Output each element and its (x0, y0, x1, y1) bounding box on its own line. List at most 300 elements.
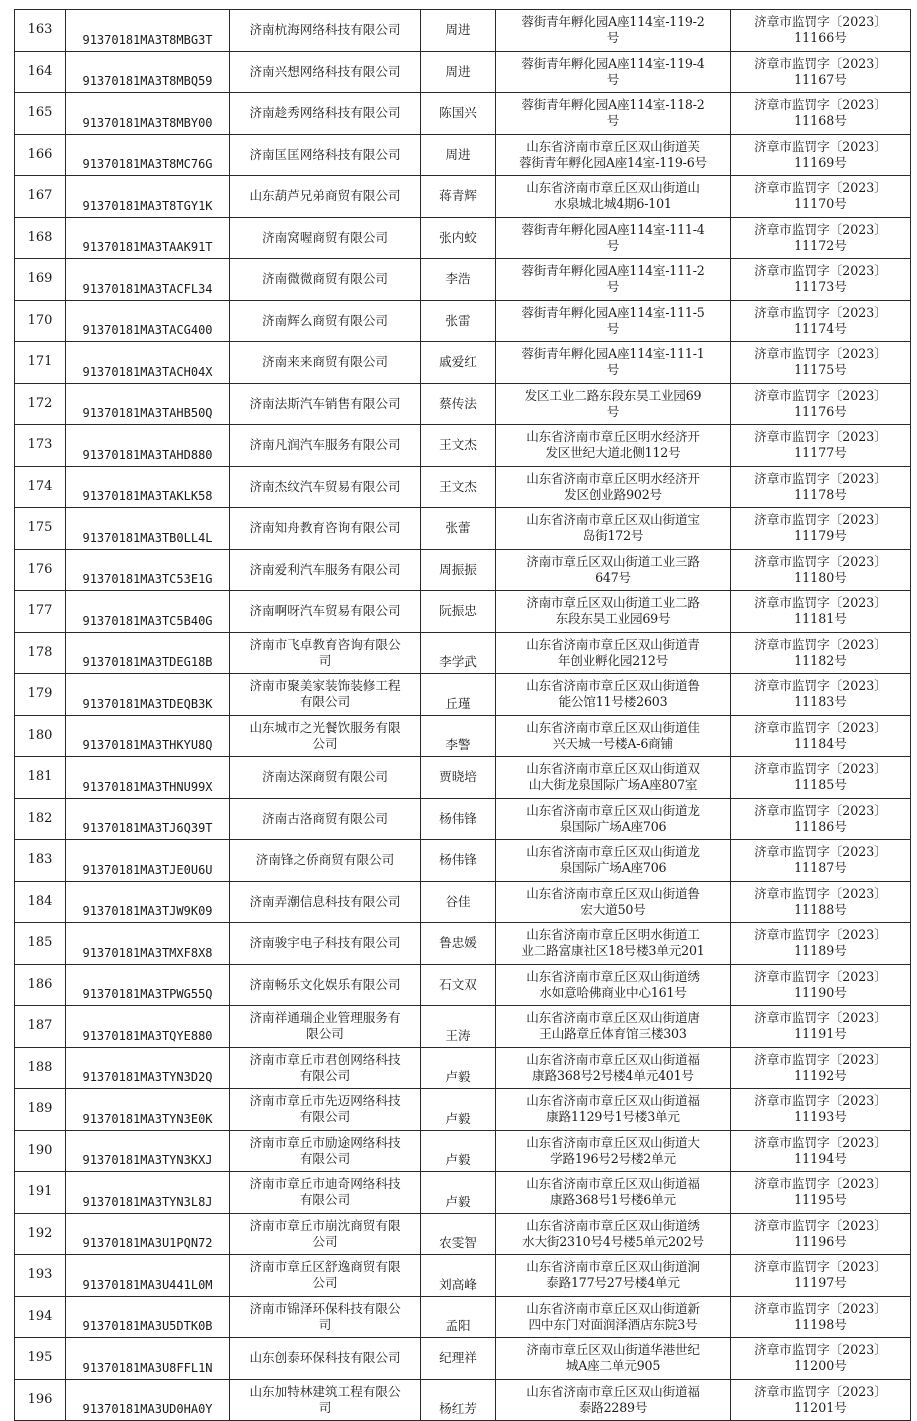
legal-person-cell: 卢毅 (421, 1172, 496, 1214)
address-cell (496, 757, 731, 799)
penalty-doc-line: 11189号 (794, 943, 847, 959)
address-line: 能公馆11号楼2603 (558, 694, 668, 710)
company-name-cell (230, 1172, 421, 1214)
penalty-doc-line: 济章市监罚字〔2023〕 (754, 1010, 887, 1026)
company-name-cell (230, 10, 421, 52)
company-name-cell (230, 93, 421, 135)
company-name-cell (230, 1047, 421, 1089)
company-name-line: 山东葫芦兄弟商贸有限公司 (249, 188, 401, 204)
legal-person-cell: 张蕾 (421, 508, 496, 550)
company-name-cell (230, 1130, 421, 1172)
table-row (15, 923, 911, 965)
company-name-line: 济南知舟教育咨询有限公司 (249, 520, 401, 536)
company-name-line: 公司 (312, 1233, 338, 1249)
address-line: 发区工业二路东段东昊工业园69 (524, 387, 702, 403)
seq-cell: 188 (15, 1047, 66, 1089)
address-line: 泰路177号27号楼4单元 (546, 1275, 680, 1291)
address-line: 山东省济南市章丘区双山街道福 (526, 1051, 700, 1067)
address-line: 号 (606, 71, 620, 87)
credit-code-cell: 91370181MA3TJE0U6U (66, 840, 230, 882)
credit-code-cell: 91370181MA3TJW9K09 (66, 881, 230, 923)
address-line: 水大街2310号4号楼5单元202号 (522, 1233, 704, 1249)
company-name-cell (230, 1006, 421, 1048)
company-name-cell (230, 798, 421, 840)
legal-person-cell: 杨伟锋 (421, 798, 496, 840)
seq-cell: 166 (15, 134, 66, 176)
company-name-cell (230, 591, 421, 633)
penalty-doc-line: 11201号 (794, 1399, 847, 1415)
company-name-line: 济南市飞卓教育咨询有限公 (249, 636, 401, 652)
credit-code-cell: 91370181MA3TAHB50Q (66, 383, 230, 425)
company-name-cell (230, 1379, 421, 1421)
penalty-doc-line: 济章市监罚字〔2023〕 (754, 1383, 887, 1399)
legal-person-cell: 李警 (421, 715, 496, 757)
penalty-doc-line: 11185号 (794, 777, 847, 793)
company-name-cell (230, 1338, 421, 1380)
credit-code-cell: 91370181MA3TDEG18B (66, 632, 230, 674)
address-line: 水如意哈佛商业中心161号 (539, 984, 687, 1000)
address-line: 山东省济南市章丘区明水经济开 (526, 429, 700, 445)
penalty-doc-number-cell (731, 466, 911, 508)
address-line: 蓉街青年孵化园A座114室-119-2 (521, 14, 705, 30)
company-name-line: 济南趁秀网络科技有限公司 (249, 105, 401, 121)
address-cell (496, 549, 731, 591)
address-cell (496, 964, 731, 1006)
seq-cell: 171 (15, 342, 66, 384)
company-name-line: 济南古洛商贸有限公司 (262, 810, 388, 826)
address-line: 蓉街青年孵化园A座114室-111-4 (521, 221, 705, 237)
penalty-doc-line: 11188号 (794, 901, 847, 917)
seq-cell: 169 (15, 259, 66, 301)
penalty-doc-line: 济章市监罚字〔2023〕 (754, 470, 887, 486)
company-name-cell (230, 632, 421, 674)
company-name-cell (230, 674, 421, 716)
address-line: 号 (606, 403, 620, 419)
company-name-line: 山东加特林建筑工程有限公 (249, 1383, 401, 1399)
address-line: 山东省济南市章丘区双山街道新 (526, 1300, 700, 1316)
table-row (15, 1047, 911, 1089)
address-line: 学路196号2号楼2单元 (550, 1150, 676, 1166)
penalty-doc-number-cell (731, 342, 911, 384)
table-row (15, 134, 911, 176)
table-row (15, 1130, 911, 1172)
company-name-line: 有限公司 (299, 1067, 351, 1083)
credit-code-cell: 91370181MA3TAAK91T (66, 217, 230, 259)
table-row (15, 1213, 911, 1255)
company-name-cell (230, 425, 421, 467)
table-row (15, 715, 911, 757)
address-line: 山东省济南市章丘区双山街道涧 (526, 1259, 700, 1275)
address-cell (496, 217, 731, 259)
penalty-doc-line: 济章市监罚字〔2023〕 (754, 138, 887, 154)
address-line: 山东省济南市章丘区双山街道鲁 (526, 678, 700, 694)
company-name-cell (230, 923, 421, 965)
company-name-cell (230, 881, 421, 923)
company-name-line: 济南祥通瑞企业管理服务有 (249, 1010, 401, 1026)
address-cell (496, 93, 731, 135)
address-cell (496, 632, 731, 674)
seq-cell: 175 (15, 508, 66, 550)
credit-code-cell: 91370181MA3U1PQN72 (66, 1213, 230, 1255)
address-line: 号 (606, 279, 620, 295)
address-line: 山东省济南市章丘区双山街道大 (526, 1134, 700, 1150)
seq-cell: 177 (15, 591, 66, 633)
penalty-doc-line: 济章市监罚字〔2023〕 (754, 1342, 887, 1358)
company-name-line: 济南微微商贸有限公司 (262, 271, 388, 287)
company-name-line: 济南市章丘区舒逸商贸有限 (249, 1259, 401, 1275)
address-cell (496, 1130, 731, 1172)
seq-cell: 164 (15, 51, 66, 93)
penalty-doc-line: 济章市监罚字〔2023〕 (754, 346, 887, 362)
address-line: 四中东门对面润泽酒店东院3号 (528, 1316, 698, 1332)
company-name-line: 司 (318, 1399, 332, 1415)
seq-cell: 195 (15, 1338, 66, 1380)
company-name-cell (230, 217, 421, 259)
legal-person-cell: 鲁忠媛 (421, 923, 496, 965)
seq-cell: 182 (15, 798, 66, 840)
company-name-line: 济南啊呀汽车贸易有限公司 (249, 603, 401, 619)
address-cell (496, 1089, 731, 1131)
address-line: 康路368号2号楼4单元401号 (532, 1067, 694, 1083)
company-name-cell (230, 342, 421, 384)
penalty-doc-number-cell (731, 1006, 911, 1048)
seq-cell: 184 (15, 881, 66, 923)
penalty-doc-line: 11170号 (794, 196, 847, 212)
address-line: 济南市章丘区双山街道华港世纪 (526, 1342, 700, 1358)
address-cell (496, 1255, 731, 1297)
company-name-line: 济南匡匡网络科技有限公司 (249, 146, 401, 162)
penalty-doc-line: 11167号 (794, 71, 847, 87)
address-line: 山东省济南市章丘区明水经济开 (526, 470, 700, 486)
company-name-cell (230, 715, 421, 757)
penalty-doc-number-cell (731, 1130, 911, 1172)
legal-person-cell: 蔡传法 (421, 383, 496, 425)
address-cell (496, 923, 731, 965)
penalty-doc-line: 11168号 (794, 113, 847, 129)
address-line: 蓉街青年孵化园A座114室-118-2 (521, 97, 705, 113)
penalty-doc-line: 济章市监罚字〔2023〕 (754, 1217, 887, 1233)
credit-code-cell: 91370181MA3TAKLK58 (66, 466, 230, 508)
seq-cell: 194 (15, 1296, 66, 1338)
address-cell (496, 798, 731, 840)
penalty-doc-line: 11169号 (794, 154, 847, 170)
penalty-doc-line: 11173号 (794, 279, 847, 295)
address-line: 山东省济南市章丘区双山街道龙 (526, 802, 700, 818)
table-row (15, 964, 911, 1006)
legal-person-cell: 丘瑾 (421, 674, 496, 716)
address-line: 山东省济南市章丘区双山街道福 (526, 1176, 700, 1192)
seq-cell: 191 (15, 1172, 66, 1214)
address-line: 号 (606, 362, 620, 378)
seq-cell: 167 (15, 176, 66, 218)
seq-cell: 163 (15, 10, 66, 52)
seq-cell: 179 (15, 674, 66, 716)
company-name-cell (230, 508, 421, 550)
penalty-doc-number-cell (731, 508, 911, 550)
credit-code-cell: 91370181MA3TYN3D2Q (66, 1047, 230, 1089)
penalty-doc-line: 11177号 (794, 445, 847, 461)
address-cell (496, 508, 731, 550)
credit-code-cell: 91370181MA3TJ6Q39T (66, 798, 230, 840)
penalty-doc-line: 济章市监罚字〔2023〕 (754, 1051, 887, 1067)
penalty-doc-number-cell (731, 1089, 911, 1131)
address-line: 泰路2289号 (578, 1399, 648, 1415)
company-name-line: 济南市章丘市迪奇网络科技 (249, 1176, 401, 1192)
company-name-line: 济南畅乐文化娱乐有限公司 (249, 976, 401, 992)
penalty-doc-number-cell (731, 93, 911, 135)
table-row (15, 1172, 911, 1214)
penalty-doc-line: 济章市监罚字〔2023〕 (754, 429, 887, 445)
penalty-doc-line: 11180号 (794, 569, 847, 585)
address-cell (496, 1006, 731, 1048)
company-name-line: 山东城市之光餐饮服务有限 (249, 719, 401, 735)
address-line: 蓉街青年孵化园A座14室-119-6号 (519, 154, 707, 170)
penalty-doc-line: 11184号 (794, 735, 847, 751)
credit-code-cell: 91370181MA3UD0HA0Y (66, 1379, 230, 1421)
address-line: 济南市章丘区双山街道工业三路 (526, 553, 700, 569)
address-line: 山东省济南市章丘区双山街道福 (526, 1383, 700, 1399)
table-row (15, 93, 911, 135)
seq-cell: 190 (15, 1130, 66, 1172)
penalty-doc-number-cell (731, 923, 911, 965)
penalty-doc-line: 济章市监罚字〔2023〕 (754, 180, 887, 196)
seq-cell: 181 (15, 757, 66, 799)
company-name-cell (230, 259, 421, 301)
penalty-doc-number-cell (731, 300, 911, 342)
company-name-line: 济南兴想网络科技有限公司 (249, 63, 401, 79)
address-line: 山东省济南市章丘区双山街道唐 (526, 1010, 700, 1026)
company-name-line: 济南爱利汽车服务有限公司 (249, 561, 401, 577)
company-name-line: 济南杭海网络科技有限公司 (249, 22, 401, 38)
penalty-doc-line: 济章市监罚字〔2023〕 (754, 14, 887, 30)
address-line: 号 (606, 113, 620, 129)
address-line: 号 (606, 320, 620, 336)
table-row (15, 342, 911, 384)
penalty-doc-line: 济章市监罚字〔2023〕 (754, 55, 887, 71)
address-line: 康路1129号1号楼3单元 (546, 1109, 680, 1125)
penalty-doc-line: 济章市监罚字〔2023〕 (754, 636, 887, 652)
company-name-line: 济南市锦泽环保科技有限公 (249, 1300, 401, 1316)
company-name-line: 济南法斯汽车销售有限公司 (249, 395, 401, 411)
credit-code-cell: 91370181MA3TC53E1G (66, 549, 230, 591)
company-name-cell (230, 300, 421, 342)
penalty-doc-line: 11182号 (794, 652, 847, 668)
company-name-line: 济南市章丘市崩沈商贸有限 (249, 1217, 401, 1233)
company-name-line: 济南来来商贸有限公司 (262, 354, 388, 370)
legal-person-cell: 谷佳 (421, 881, 496, 923)
penalty-doc-line: 11197号 (794, 1275, 847, 1291)
company-name-line: 济南市章丘市君创网络科技 (249, 1051, 401, 1067)
table-row (15, 757, 911, 799)
company-name-line: 济南辉么商贸有限公司 (262, 312, 388, 328)
company-name-line: 济南市聚美家装饰装修工程 (249, 678, 401, 694)
seq-cell: 173 (15, 425, 66, 467)
legal-person-cell: 张内蛟 (421, 217, 496, 259)
penalty-doc-line: 济章市监罚字〔2023〕 (754, 1093, 887, 1109)
credit-code-cell: 91370181MA3TYN3L8J (66, 1172, 230, 1214)
company-name-cell (230, 840, 421, 882)
penalty-doc-number-cell (731, 217, 911, 259)
legal-person-cell: 王文杰 (421, 466, 496, 508)
company-name-line: 司 (318, 1316, 332, 1332)
penalty-doc-line: 济章市监罚字〔2023〕 (754, 221, 887, 237)
penalty-doc-line: 11166号 (794, 30, 847, 46)
seq-cell: 186 (15, 964, 66, 1006)
address-cell (496, 674, 731, 716)
seq-cell: 193 (15, 1255, 66, 1297)
penalty-doc-number-cell (731, 674, 911, 716)
penalty-doc-line: 11194号 (794, 1150, 847, 1166)
legal-person-cell: 刘高峰 (421, 1255, 496, 1297)
legal-person-cell: 李学武 (421, 632, 496, 674)
penalty-doc-number-cell (731, 632, 911, 674)
penalty-table (14, 9, 911, 1421)
company-name-cell (230, 1255, 421, 1297)
address-line: 号 (606, 30, 620, 46)
company-name-line: 济南锋之侨商贸有限公司 (255, 852, 395, 868)
penalty-doc-line: 11191号 (794, 1026, 847, 1042)
legal-person-cell: 戚爱红 (421, 342, 496, 384)
penalty-doc-number-cell (731, 134, 911, 176)
company-name-line: 司 (318, 652, 332, 668)
company-name-line: 济南市章丘市励途网络科技 (249, 1134, 401, 1150)
company-name-line: 济南市章丘市先迈网络科技 (249, 1093, 401, 1109)
credit-code-cell: 91370181MA3TB0LL4L (66, 508, 230, 550)
penalty-doc-line: 济章市监罚字〔2023〕 (754, 968, 887, 984)
penalty-doc-number-cell (731, 798, 911, 840)
credit-code-cell: 91370181MA3TMXF8X8 (66, 923, 230, 965)
company-name-line: 济南窝喔商贸有限公司 (262, 229, 388, 245)
penalty-doc-line: 11193号 (794, 1109, 847, 1125)
address-cell (496, 466, 731, 508)
credit-code-cell: 91370181MA3TACG400 (66, 300, 230, 342)
table-row (15, 51, 911, 93)
address-line: 山东省济南市章丘区双山街道芙 (526, 138, 700, 154)
penalty-doc-line: 济章市监罚字〔2023〕 (754, 553, 887, 569)
legal-person-cell: 蒋青辉 (421, 176, 496, 218)
address-cell (496, 881, 731, 923)
penalty-doc-line: 济章市监罚字〔2023〕 (754, 719, 887, 735)
table-row (15, 1338, 911, 1380)
address-line: 山东省济南市章丘区双山街道绣 (526, 968, 700, 984)
address-cell (496, 840, 731, 882)
company-name-cell (230, 134, 421, 176)
address-cell (496, 10, 731, 52)
company-name-cell (230, 466, 421, 508)
company-name-cell (230, 549, 421, 591)
penalty-doc-line: 济章市监罚字〔2023〕 (754, 927, 887, 943)
credit-code-cell: 91370181MA3TPWG55Q (66, 964, 230, 1006)
penalty-doc-line: 11178号 (794, 486, 847, 502)
table-row (15, 176, 911, 218)
penalty-doc-number-cell (731, 1213, 911, 1255)
penalty-doc-line: 11200号 (794, 1358, 847, 1374)
penalty-doc-line: 济章市监罚字〔2023〕 (754, 512, 887, 528)
address-cell (496, 134, 731, 176)
table-row (15, 632, 911, 674)
legal-person-cell: 周进 (421, 134, 496, 176)
legal-person-cell: 王文杰 (421, 425, 496, 467)
company-name-cell (230, 1089, 421, 1131)
seq-cell: 180 (15, 715, 66, 757)
penalty-doc-line: 济章市监罚字〔2023〕 (754, 304, 887, 320)
address-cell (496, 1047, 731, 1089)
table-row (15, 425, 911, 467)
penalty-doc-number-cell (731, 1172, 911, 1214)
address-line: 山东省济南市章丘区双山街道龙 (526, 844, 700, 860)
penalty-doc-line: 11176号 (794, 403, 847, 419)
table-row (15, 840, 911, 882)
penalty-doc-line: 11174号 (794, 320, 847, 336)
penalty-doc-number-cell (731, 51, 911, 93)
credit-code-cell: 91370181MA3TDEQB3K (66, 674, 230, 716)
seq-cell: 168 (15, 217, 66, 259)
legal-person-cell: 农雯智 (421, 1213, 496, 1255)
address-line: 泉国际广场A座706 (559, 860, 667, 876)
legal-person-cell: 张雷 (421, 300, 496, 342)
penalty-doc-number-cell (731, 1047, 911, 1089)
seq-cell: 196 (15, 1379, 66, 1421)
penalty-doc-number-cell (731, 757, 911, 799)
address-line: 水泉城北城4期6-101 (554, 196, 672, 212)
credit-code-cell: 91370181MA3TC5B40G (66, 591, 230, 633)
address-cell (496, 1213, 731, 1255)
address-line: 山东省济南市章丘区双山街道青 (526, 636, 700, 652)
credit-code-cell: 91370181MA3TACFL34 (66, 259, 230, 301)
address-line: 岛街172号 (582, 528, 644, 544)
company-name-cell (230, 1213, 421, 1255)
address-cell (496, 300, 731, 342)
legal-person-cell: 陈国兴 (421, 93, 496, 135)
address-line: 蓉街青年孵化园A座114室-111-1 (521, 346, 705, 362)
credit-code-cell: 91370181MA3U8FFL1N (66, 1338, 230, 1380)
table-row (15, 1255, 911, 1297)
address-line: 泉国际广场A座706 (559, 818, 667, 834)
seq-cell: 183 (15, 840, 66, 882)
seq-cell: 185 (15, 923, 66, 965)
address-cell (496, 591, 731, 633)
company-name-line: 有限公司 (299, 1150, 351, 1166)
credit-code-cell: 91370181MA3THNU99X (66, 757, 230, 799)
penalty-doc-line: 济章市监罚字〔2023〕 (754, 885, 887, 901)
company-name-line: 济南达深商贸有限公司 (262, 769, 388, 785)
penalty-doc-line: 11198号 (794, 1316, 847, 1332)
legal-person-cell: 杨伟锋 (421, 840, 496, 882)
table-row (15, 1296, 911, 1338)
seq-cell: 172 (15, 383, 66, 425)
penalty-doc-line: 济章市监罚字〔2023〕 (754, 1134, 887, 1150)
table-row (15, 674, 911, 716)
penalty-doc-line: 11192号 (794, 1067, 847, 1083)
address-line: 济南市章丘区双山街道工业二路 (526, 595, 700, 611)
penalty-doc-number-cell (731, 1338, 911, 1380)
company-name-line: 限公司 (306, 1026, 344, 1042)
address-cell (496, 425, 731, 467)
penalty-doc-number-cell (731, 425, 911, 467)
legal-person-cell: 李浩 (421, 259, 496, 301)
penalty-doc-line: 11179号 (794, 528, 847, 544)
penalty-doc-line: 济章市监罚字〔2023〕 (754, 1259, 887, 1275)
address-line: 年创业孵化园212号 (557, 652, 669, 668)
address-line: 山东省济南市章丘区双山街道双 (526, 761, 700, 777)
credit-code-cell: 91370181MA3TAHD880 (66, 425, 230, 467)
penalty-doc-number-cell (731, 1296, 911, 1338)
penalty-doc-number-cell (731, 591, 911, 633)
address-line: 山东省济南市章丘区双山街道福 (526, 1093, 700, 1109)
penalty-doc-line: 济章市监罚字〔2023〕 (754, 844, 887, 860)
address-line: 蓉街青年孵化园A座114室-111-2 (521, 263, 705, 279)
credit-code-cell: 91370181MA3T8MBY00 (66, 93, 230, 135)
